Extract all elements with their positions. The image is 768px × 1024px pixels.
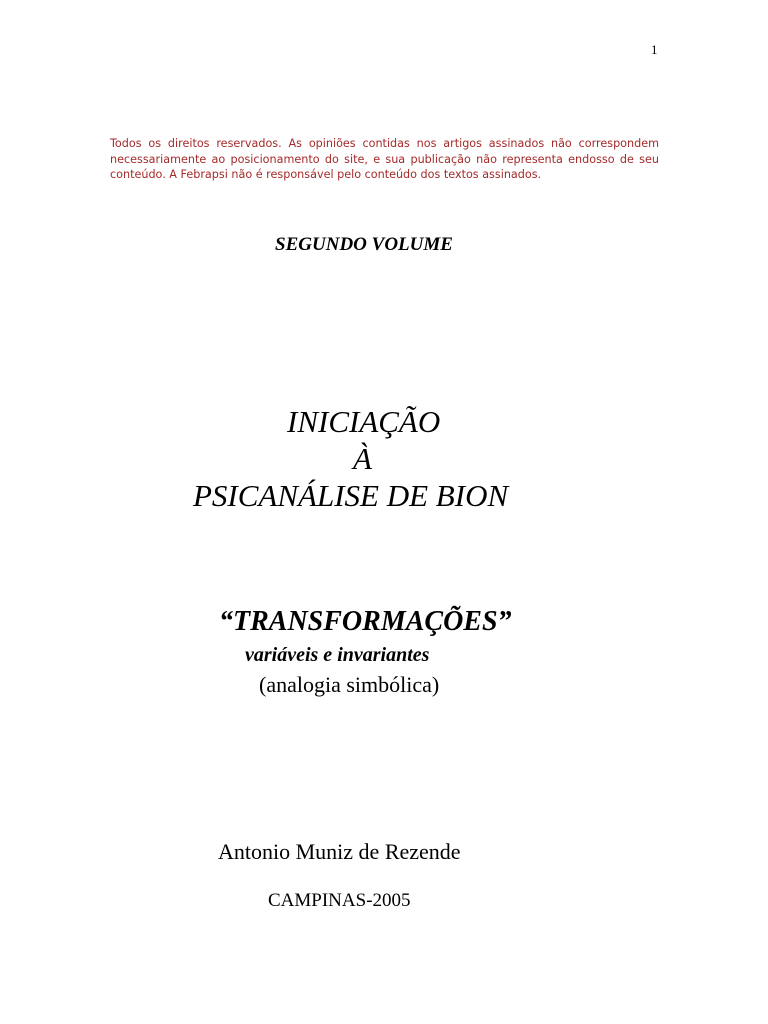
subtitle-note: (analogia simbólica) (259, 672, 440, 697)
subtitle-secondary: variáveis e invariantes (245, 644, 430, 666)
title-line-1: INICIAÇÃO (287, 404, 441, 439)
author-name: Antonio Muniz de Rezende (218, 839, 461, 864)
volume-label: SEGUNDO VOLUME (275, 234, 453, 255)
subtitle-main: “TRANSFORMAÇÕES” (219, 606, 512, 637)
title-line-2: À (353, 441, 372, 476)
place-year: CAMPINAS-2005 (268, 890, 411, 911)
title-line-3: PSICANÁLISE DE BION (193, 478, 509, 513)
copyright-disclaimer: Todos os direitos reservados. As opiniões contidas nos artigos assinados não correspondem necessariamente ao posicionamento do site, e sua publicação não representa endosso de seu conteúdo. A Febrapsi não é responsável pelo conteúdo dos textos assinados. (110, 137, 659, 181)
page-number: 1 (651, 42, 658, 57)
